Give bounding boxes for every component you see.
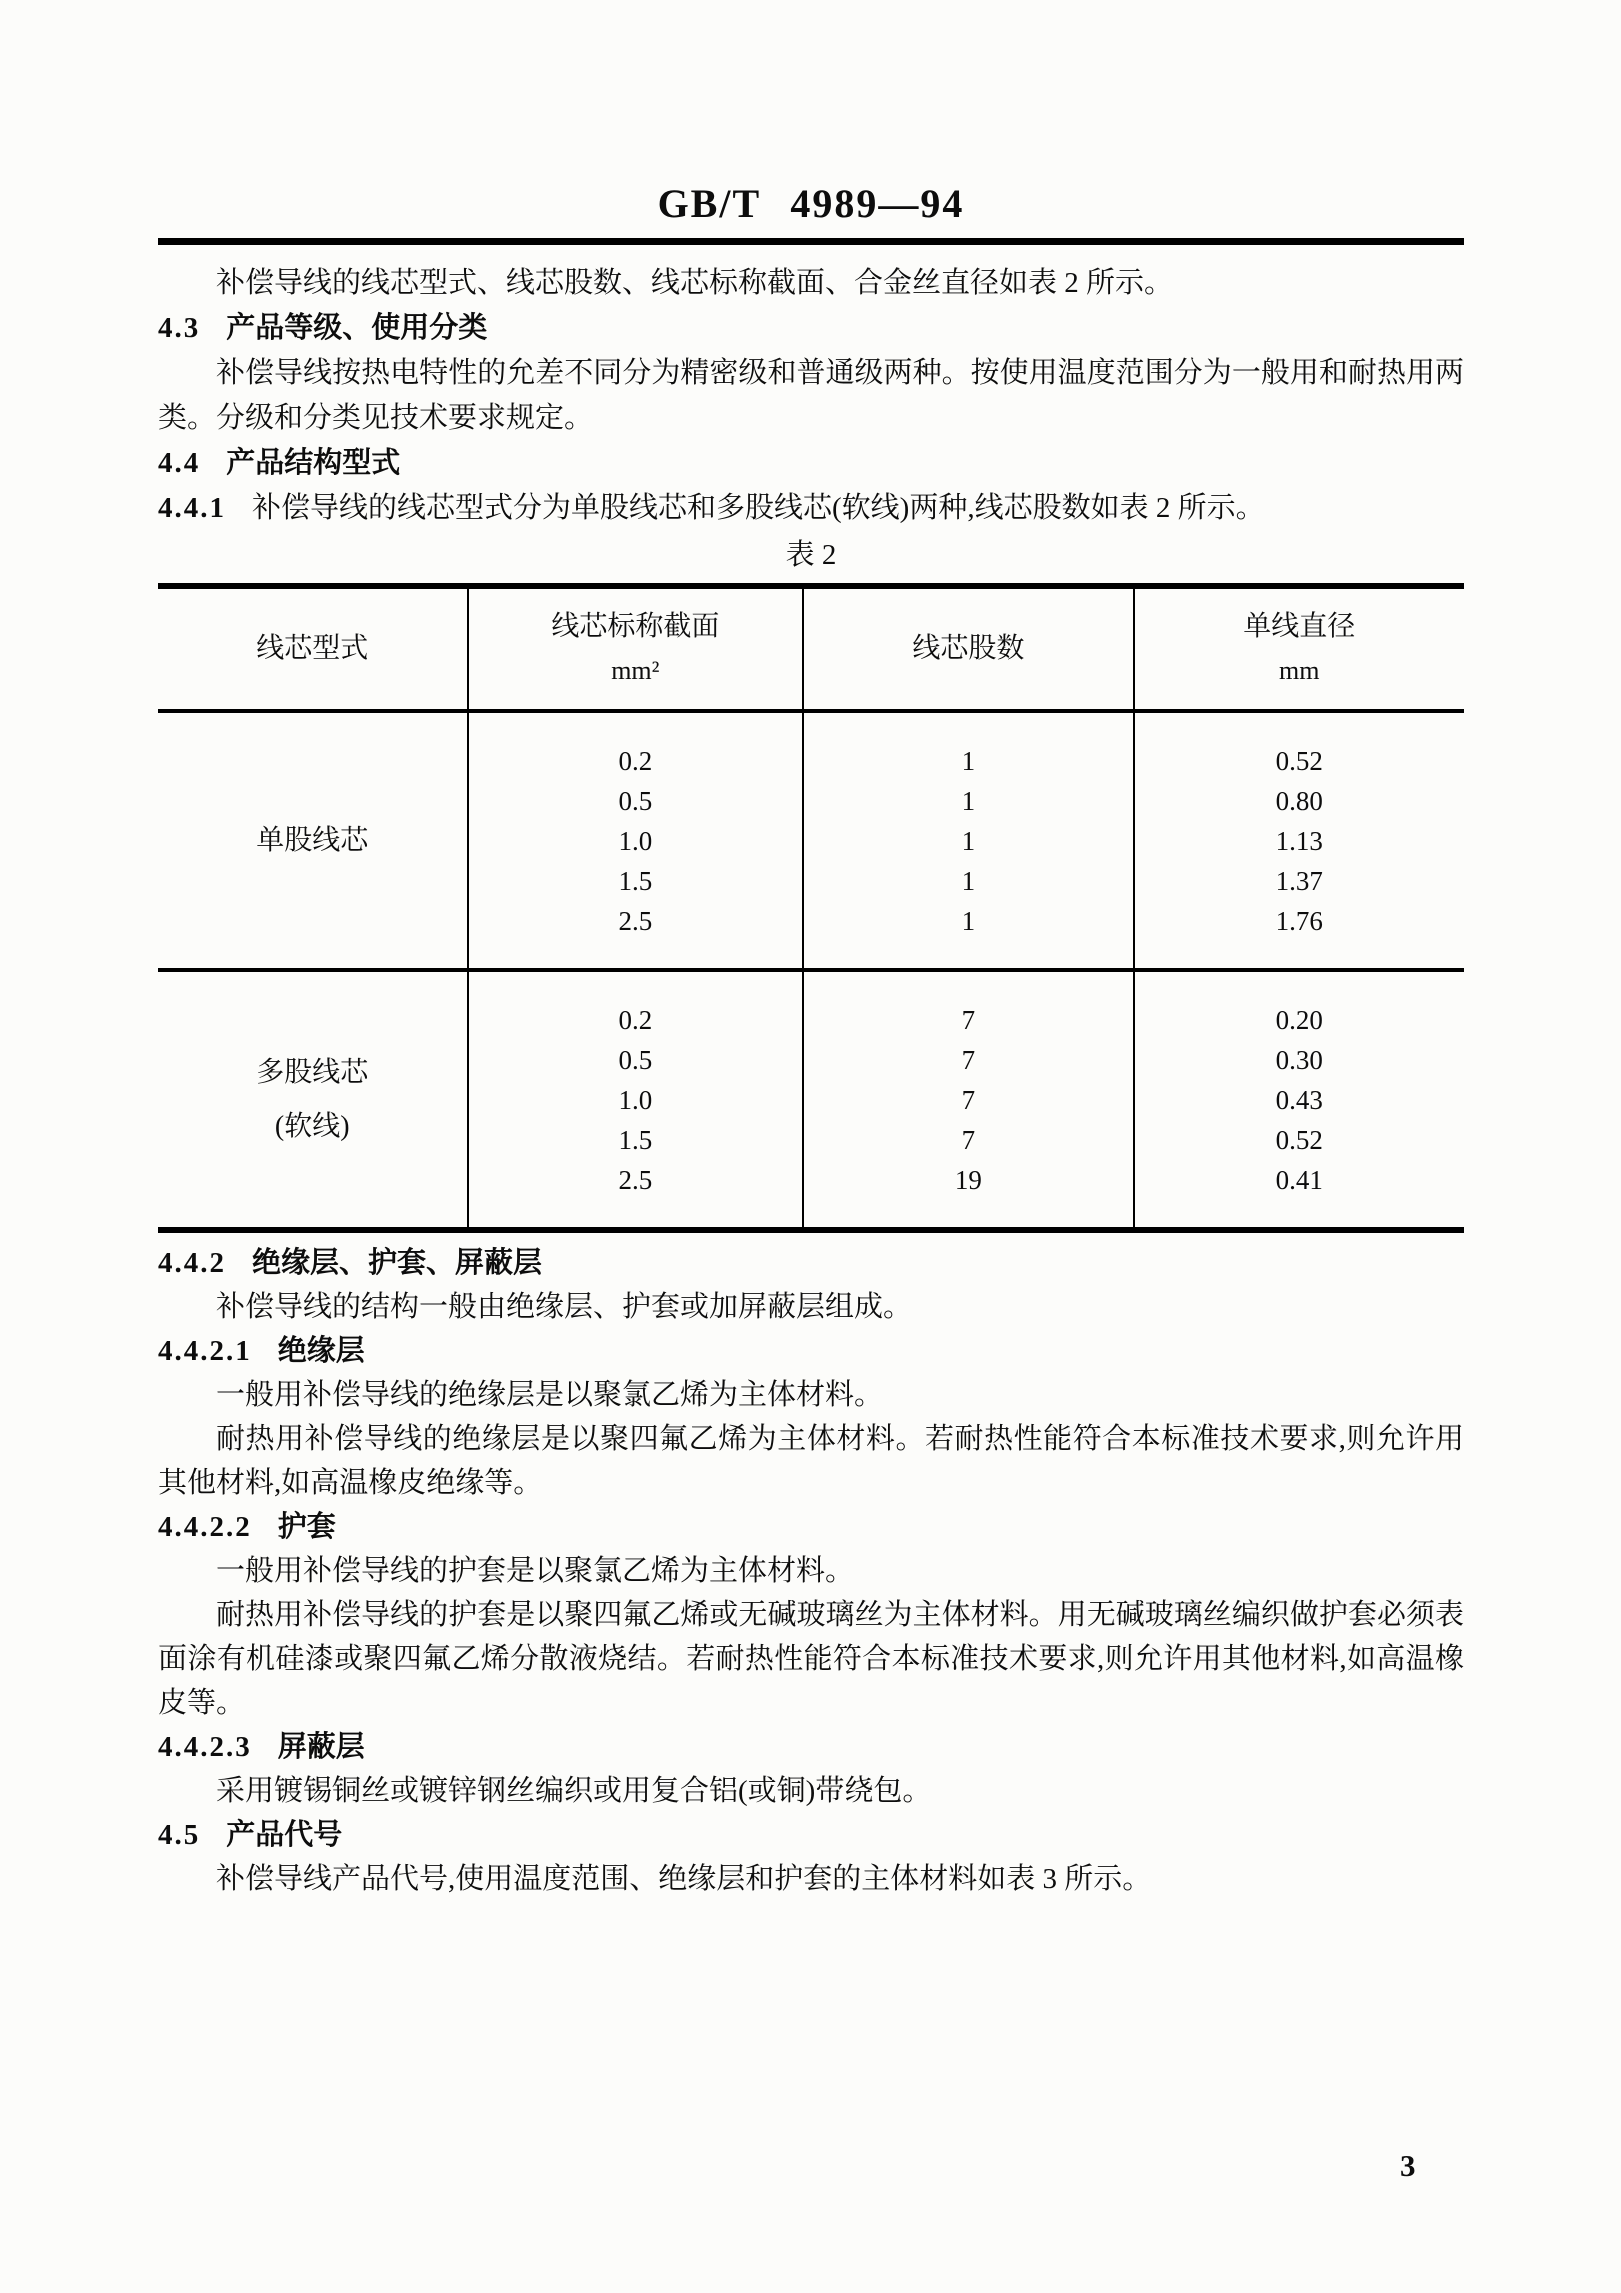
clause-number: 4.4.2.2 bbox=[158, 1511, 252, 1543]
core-type-label-note: (软线) bbox=[274, 1110, 350, 1142]
table-cell: 2.5 bbox=[468, 1160, 804, 1230]
header-line-unit: mm² bbox=[611, 656, 660, 685]
table-cell: 1.13 bbox=[1134, 821, 1464, 861]
core-type-cell bbox=[158, 711, 468, 970]
paragraph: 补偿导线按热电特性的允差不同分为精密级和普通级两种。按使用温度范围分为一般用和耐热用两类。分级和分类见技术要求规定。 bbox=[158, 357, 1464, 434]
table-cell: 7 bbox=[803, 1080, 1133, 1120]
spec-table bbox=[158, 583, 1464, 1233]
paragraph: 一般用补偿导线的绝缘层是以聚氯乙烯为主体材料。 bbox=[216, 1379, 884, 1411]
text-block-before-table bbox=[158, 261, 1464, 531]
table-cell: 0.30 bbox=[1134, 1040, 1464, 1080]
table-cell: 0.80 bbox=[1134, 781, 1464, 821]
paragraph: 一般用补偿导线的护套是以聚氯乙烯为主体材料。 bbox=[216, 1555, 855, 1587]
table-cell: 1 bbox=[803, 901, 1133, 970]
column-header-strand-count: 线芯股数 bbox=[803, 586, 1133, 711]
paragraph: 耐热用补偿导线的护套是以聚四氟乙烯或无碱玻璃丝为主体材料。用无碱玻璃丝编织做护套必须表面涂有机硅漆或聚四氟乙烯分散液烧结。若耐热性能符合本标准技术要求,则允许用其他材料,如高温橡皮等。 bbox=[158, 1599, 1464, 1719]
clause-heading bbox=[158, 1329, 1464, 1373]
clause-heading bbox=[158, 306, 1464, 351]
table-row bbox=[158, 711, 1464, 781]
table-caption: 表 2 bbox=[785, 539, 837, 571]
clause-number: 4.4.2.1 bbox=[158, 1335, 252, 1367]
table-cell: 7 bbox=[803, 1120, 1133, 1160]
table-cell: 1 bbox=[803, 711, 1133, 781]
column-header-wire-diameter bbox=[1134, 586, 1464, 711]
table-cell: 1.5 bbox=[468, 1120, 804, 1160]
paragraph: 补偿导线的线芯型式、线芯股数、线芯标称截面、合金丝直径如表 2 所示。 bbox=[216, 267, 1174, 299]
paragraph: 补偿导线的结构一般由绝缘层、护套或加屏蔽层组成。 bbox=[216, 1291, 913, 1323]
table-cell: 1.76 bbox=[1134, 901, 1464, 970]
clause-heading bbox=[158, 1813, 1464, 1857]
table-cell: 1.0 bbox=[468, 821, 804, 861]
clause-heading bbox=[158, 1725, 1464, 1769]
clause-heading bbox=[158, 1241, 1464, 1285]
header-line-name: 线芯标称截面 bbox=[551, 611, 720, 642]
clause-title: 产品代号 bbox=[226, 1819, 343, 1851]
clause-number: 4.5 bbox=[158, 1819, 201, 1851]
paragraph: 采用镀锡铜丝或镀锌钢丝编织或用复合铝(或铜)带绕包。 bbox=[216, 1775, 932, 1807]
table-row bbox=[158, 970, 1464, 1040]
clause-number: 4.4 bbox=[158, 447, 201, 479]
paragraph: 耐热用补偿导线的绝缘层是以聚四氟乙烯为主体材料。若耐热性能符合本标准技术要求,则允许用其他材料,如高温橡皮绝缘等。 bbox=[158, 1423, 1464, 1499]
table-cell: 1.37 bbox=[1134, 861, 1464, 901]
clause-paragraph bbox=[158, 486, 1464, 531]
table-cell: 0.52 bbox=[1134, 1120, 1464, 1160]
standard-number: GB/T 4989—94 bbox=[657, 181, 965, 226]
text-block-after-table bbox=[158, 1241, 1464, 1901]
core-type-cell bbox=[158, 970, 468, 1230]
page-content bbox=[158, 0, 1464, 1901]
page-number: 3 bbox=[1400, 2148, 1416, 2183]
table-cell: 7 bbox=[803, 1040, 1133, 1080]
clause-heading bbox=[158, 441, 1464, 486]
table-cell: 0.2 bbox=[468, 711, 804, 781]
table-cell: 1 bbox=[803, 861, 1133, 901]
core-type-label: 单股线芯 bbox=[256, 824, 369, 856]
table-cell: 1.5 bbox=[468, 861, 804, 901]
table-cell: 0.5 bbox=[468, 781, 804, 821]
column-header-core-type: 线芯型式 bbox=[158, 586, 468, 711]
table-cell: 2.5 bbox=[468, 901, 804, 970]
table-cell: 0.52 bbox=[1134, 711, 1464, 781]
table-cell: 1 bbox=[803, 781, 1133, 821]
table-cell: 1.0 bbox=[468, 1080, 804, 1120]
clause-title: 护套 bbox=[277, 1511, 336, 1543]
clause-number: 4.4.2.3 bbox=[158, 1731, 252, 1763]
header-line-name: 单线直径 bbox=[1243, 611, 1356, 642]
table-cell: 1 bbox=[803, 821, 1133, 861]
column-header-nominal-section bbox=[468, 586, 804, 711]
paragraph: 补偿导线产品代号,使用温度范围、绝缘层和护套的主体材料如表 3 所示。 bbox=[216, 1863, 1152, 1895]
header-rule bbox=[158, 238, 1464, 245]
table-cell: 0.43 bbox=[1134, 1080, 1464, 1120]
clause-title: 产品结构型式 bbox=[226, 447, 401, 479]
clause-number: 4.4.2 bbox=[158, 1247, 226, 1279]
table-cell: 0.2 bbox=[468, 970, 804, 1040]
clause-title: 绝缘层 bbox=[277, 1335, 365, 1367]
clause-title: 绝缘层、护套、屏蔽层 bbox=[252, 1247, 543, 1279]
table-cell: 0.20 bbox=[1134, 970, 1464, 1040]
table-cell: 7 bbox=[803, 970, 1133, 1040]
clause-text: 补偿导线的线芯型式分为单股线芯和多股线芯(软线)两种,线芯股数如表 2 所示。 bbox=[252, 492, 1265, 524]
core-type-label: 多股线芯 bbox=[256, 1056, 369, 1088]
clause-title: 产品等级、使用分类 bbox=[226, 312, 488, 344]
clause-number: 4.4.1 bbox=[158, 492, 226, 524]
clause-heading bbox=[158, 1505, 1464, 1549]
table-cell: 0.41 bbox=[1134, 1160, 1464, 1230]
header-line-unit: mm bbox=[1279, 656, 1320, 685]
table-cell: 19 bbox=[803, 1160, 1133, 1230]
clause-number: 4.3 bbox=[158, 312, 201, 344]
table-cell: 0.5 bbox=[468, 1040, 804, 1080]
clause-title: 屏蔽层 bbox=[277, 1731, 365, 1763]
